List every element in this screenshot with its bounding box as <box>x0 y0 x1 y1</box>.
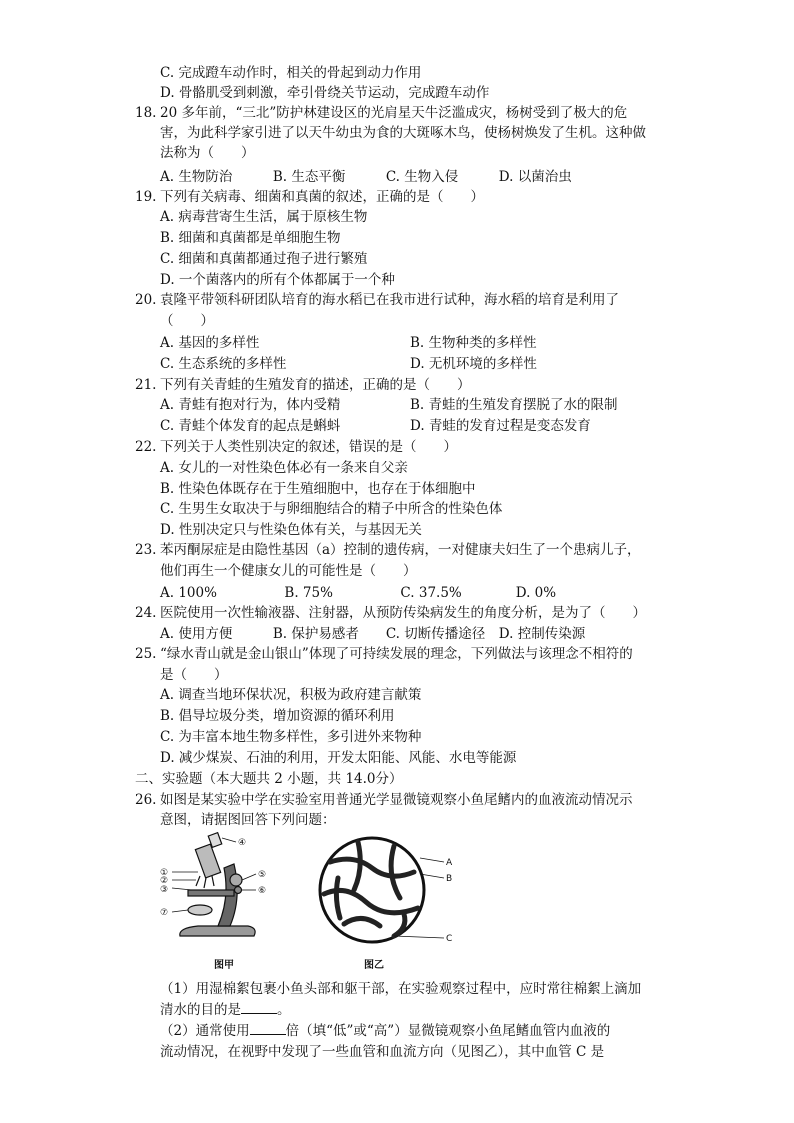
q26-part2-line2: 流动情况，在视野中发现了一些血管和血流方向（见图乙），其中血管 C 是 <box>160 1044 605 1060</box>
line-text: B. 倡导垃圾分类，增加资源的循环利用 <box>160 708 395 724</box>
text-line <box>160 584 556 602</box>
line-text: B. 青蛙的生殖发育摆脱了水的限制 <box>410 397 618 413</box>
line-text: C. 生男生女取决于与卵细胞结合的精子中所含的性染色体 <box>160 501 503 517</box>
text-line <box>160 104 627 122</box>
label-6: ⑥ <box>258 886 267 896</box>
line-text: B. 生物种类的多样性 <box>410 335 537 351</box>
line-text: 下列有关青蛙的生殖发育的描述，正确的是（ ） <box>160 377 471 393</box>
question-number: 26. <box>135 792 157 808</box>
text-line <box>160 625 585 643</box>
line-text: C. 为丰富本地生物多样性，多引进外来物种 <box>160 729 422 745</box>
question-number: 23. <box>135 542 157 558</box>
line-text: 二、实验题（本大题共 2 小题，共 14.0分） <box>135 771 403 787</box>
q26-part2-line1: （2）通常使用 倍（填“低”或“高”）显微镜观察小鱼尾鳍血管内血液的 <box>160 1023 611 1039</box>
line-text: 是（ ） <box>160 667 228 683</box>
text-line <box>160 168 572 186</box>
line-text: 下列有关病毒、细菌和真菌的叙述，正确的是（ ） <box>160 189 484 205</box>
text-line <box>160 312 214 330</box>
label-2: ② <box>160 876 169 886</box>
line-text: D. 骨骼肌受到刺激，牵引骨绕关节运动，完成蹬车动作 <box>160 85 490 101</box>
text-line <box>160 64 421 82</box>
figure-illustration <box>158 828 458 978</box>
label-3: ③ <box>160 885 169 895</box>
line-text: B. 性染色体既存在于生殖细胞中，也存在于体细胞中 <box>160 481 476 497</box>
text-line <box>160 291 619 309</box>
text-line <box>160 84 489 102</box>
caption-fig-a: 图甲 <box>214 960 234 971</box>
line-text: 法称为（ ） <box>160 145 255 161</box>
q26-part1-line1: （1）用湿棉絮包裹小鱼头部和躯干部，在实验观察过程中，应时常往棉絮上滴加 <box>160 981 642 997</box>
label-B: B <box>446 874 453 884</box>
line-text: A. 青蛙有抱对行为，体内受精 <box>160 397 341 413</box>
text-line <box>160 438 457 456</box>
text-line <box>160 562 417 580</box>
line-text: 下列关于人类性别决定的叙述，错误的是（ ） <box>160 439 457 455</box>
line-text: D. 青蛙的发育过程是变态发育 <box>410 418 591 434</box>
line-text: A. 女儿的一对性染色体必有一条来自父亲 <box>160 460 408 476</box>
line-text: 20 多年前，“三北”防护林建设区的光肩星天牛泛滥成灾，杨树受到了极大的危 <box>160 105 628 121</box>
text-line <box>160 541 641 559</box>
text-line <box>160 355 286 373</box>
line-text: 他们再生一个健康女儿的可能性是（ ） <box>160 563 417 579</box>
label-4: ④ <box>238 838 247 848</box>
line-text: D. 性别决定只与性染色体有关，与基因无关 <box>160 522 422 538</box>
text-line <box>160 604 646 622</box>
question-number: 24. <box>135 605 157 621</box>
text-line <box>160 208 367 226</box>
question-number: 25. <box>135 646 157 662</box>
label-A: A <box>446 858 453 868</box>
text-line <box>160 124 646 142</box>
line-text: C. 细菌和真菌都通过孢子进行繁殖 <box>160 251 368 267</box>
line-text: C. 完成蹬车动作时，相关的骨起到动力作用 <box>160 65 422 81</box>
q26-part1-line2: 清水的目的是 。 <box>160 1002 291 1018</box>
line-text: 如图是某实验中学在实验室用普通光学显微镜观察小鱼尾鳍内的血液流动情况示 <box>160 792 633 808</box>
text-line <box>160 666 228 684</box>
line-text: 害，为此科学家引进了以天牛幼虫为食的大斑啄木鸟，使杨树焕发了生机。这种做 <box>160 125 646 141</box>
question-number: 19. <box>135 189 157 205</box>
line-text: 苯丙酮尿症是由隐性基因（a）控制的遗传病，一对健康夫妇生了一个患病儿子， <box>160 542 641 558</box>
text-line <box>410 396 618 414</box>
text-line <box>160 521 422 539</box>
line-text: A. 调查当地环保状况，积极为政府建言献策 <box>160 687 422 703</box>
text-line <box>160 811 336 829</box>
text-line <box>160 229 341 247</box>
line-text: A. 病毒营寄生生活，属于原核生物 <box>160 209 368 225</box>
caption-fig-b: 图乙 <box>364 960 384 971</box>
microscope-drawing <box>180 833 255 936</box>
question-number: 20. <box>135 292 157 308</box>
text-line <box>160 791 633 809</box>
text-line <box>160 645 633 663</box>
text-line <box>160 396 340 414</box>
text-line <box>410 417 591 435</box>
line-text: C. 青蛙个体发育的起点是蝌蚪 <box>160 418 341 434</box>
line-text: A. 使用方便 B. 保护易感者 C. 切断传播途径 D. 控制传染源 <box>160 626 586 642</box>
question-number: 18. <box>135 105 157 121</box>
answer-blank-2[interactable] <box>250 1022 286 1035</box>
text-line <box>160 749 516 767</box>
text-line <box>160 500 502 518</box>
line-text: B. 细菌和真菌都是单细胞生物 <box>160 230 341 246</box>
blood-vessel-view <box>320 838 444 942</box>
line-text: C. 生态系统的多样性 <box>160 356 287 372</box>
text-line <box>410 334 537 352</box>
line-text: 袁隆平带领科研团队培育的海水稻已在我市进行试种，海水稻的培育是利用了 <box>160 292 619 308</box>
line-text: “绿水青山就是金山银山”体现了可持续发展的理念，下列做法与该理念不相符的 <box>160 646 633 662</box>
text-line <box>160 271 395 289</box>
text-line <box>160 334 259 352</box>
label-1: ① <box>160 868 169 878</box>
question-number: 22. <box>135 439 157 455</box>
line-text: D. 一个菌落内的所有个体都属于一个种 <box>160 272 395 288</box>
text-line <box>160 376 471 394</box>
line-text: A. 生物防治 B. 生态平衡 C. 生物入侵 D. 以菌治虫 <box>160 169 572 185</box>
line-text: 意图，请据图回答下列问题： <box>160 812 336 828</box>
microscope-figure <box>158 828 458 978</box>
text-line <box>135 770 403 788</box>
text-line <box>160 686 421 704</box>
question-number: 21. <box>135 377 157 393</box>
text-line <box>410 355 537 373</box>
text-line <box>160 188 484 206</box>
line-text: D. 无机环境的多样性 <box>410 356 537 372</box>
label-C: C <box>446 934 453 944</box>
line-text: D. 减少煤炭、石油的利用，开发太阳能、风能、水电等能源 <box>160 750 517 766</box>
line-text: A. 100% B. 75% C. 37.5% D. 0% <box>160 585 557 601</box>
text-line <box>160 250 367 268</box>
text-line <box>160 417 340 435</box>
label-5: ⑤ <box>258 870 267 880</box>
label-7: ⑦ <box>160 908 169 918</box>
text-line <box>160 707 395 725</box>
answer-blank-1[interactable] <box>241 1001 277 1014</box>
text-line <box>160 459 408 477</box>
line-text: 医院使用一次性输液器、注射器，从预防传染病发生的角度分析，是为了（ ） <box>160 605 646 621</box>
text-line <box>160 480 476 498</box>
line-text: A. 基因的多样性 <box>160 335 260 351</box>
text-line <box>160 144 255 162</box>
text-line <box>160 728 421 746</box>
line-text: （ ） <box>160 313 214 329</box>
